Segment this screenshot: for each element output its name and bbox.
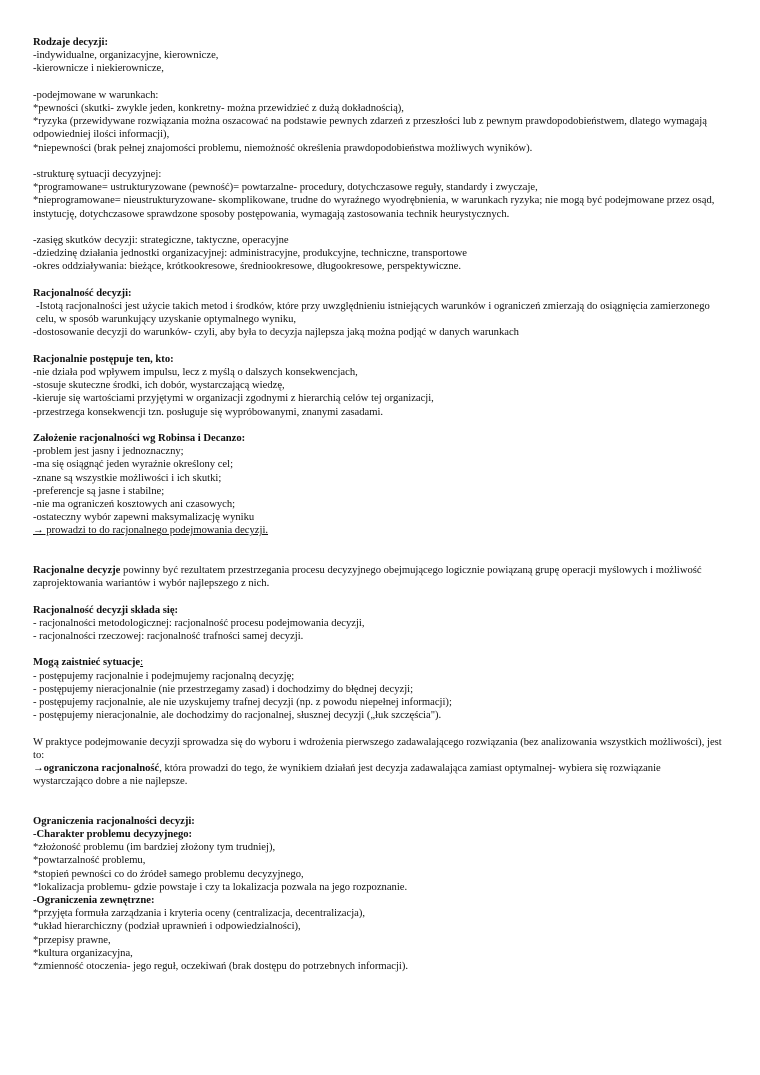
heading-racjonalnie-postepuje: Racjonalnie postępuje ten, kto: — [33, 353, 174, 365]
text-line: -zasięg skutków decyzji: strategiczne, taktyczne, operacyjne — [33, 235, 289, 246]
spacer — [33, 76, 723, 89]
heading-racjonalnosc-decyzji: Racjonalność decyzji: — [33, 287, 132, 299]
text-paragraph — [33, 762, 723, 788]
text-line: - postępujemy nieracjonalnie (nie przestrzegamy zasad) i dochodzimy do błędnej decyzji; — [33, 683, 414, 695]
text-line: -nie ma ograniczeń kosztowych ani czasowych; — [33, 499, 236, 511]
subheading-charakter-problemu: -Charakter problemu decyzyjnego: — [33, 829, 193, 841]
text-line: -indywidualne, organizacyjne, kierownicze, — [33, 50, 219, 62]
text-line: *przepisy prawne, — [33, 934, 111, 946]
text-line: -ma się osiągnąć jeden wyraźnie określony cel; — [33, 459, 234, 471]
text-line: -stosuje skuteczne środki, ich dobór, wystarczającą wiedzę, — [33, 380, 285, 392]
bold-term: ograniczona racjonalność — [43, 763, 160, 775]
text-line: - racjonalności metodologicznej: racjonalność procesu podejmowania decyzji, — [33, 617, 365, 629]
heading-rodzaje-decyzji: Rodzaje decyzji: — [33, 37, 109, 48]
text-line: *pewności (skutki- zwykle jeden, konkretny- można przewidzieć z dużą dokładnością), — [33, 103, 404, 114]
text-line: -problem jest jasny i jednoznaczny; — [33, 446, 184, 458]
document-page — [33, 36, 723, 973]
text-line: *kultura organizacyjna, — [33, 947, 133, 959]
text-line: *powtarzalność problemu, — [33, 855, 146, 867]
text-line: *programowane= ustrukturyzowane (pewność)= powtarzalne- procedury, dotychczasowe reguły, standardy i zwyczaje, — [33, 182, 538, 194]
text-paragraph: -Istotą racjonalności jest użycie takich metod i środków, które przy uwzględnieniu istniejących warunków i ograniczeń zmierzają do osiągnięcia zamierzonego celu, w sposób warunkujący uzyskanie optymalnego wyniku, — [36, 301, 710, 326]
text-line: -dziedzinę działania jednostki organizacyjnej: administracyjne, produkcyjne, techniczne, transportowe — [33, 248, 467, 260]
text-line: -znane są wszystkie możliwości i ich skutki; — [33, 472, 222, 484]
text-paragraph — [33, 564, 723, 590]
bold-term: Racjonalne decyzje — [33, 565, 121, 577]
text-line: -strukturę sytuacji decyzyjnej: — [33, 169, 162, 180]
text-line: -dostosowanie decyzji do warunków- czyli, aby była to decyzja najlepsza jaką można podjąć w danych warunkach — [33, 327, 519, 339]
spacer — [33, 419, 723, 432]
text-line: *niepewności (brak pełnej znajomości problemu, niemożność określenia prawdopodobieństwa możliwych wyników). — [33, 142, 533, 154]
text-line: -przestrzega konsekwencji tzn. posługuje się wypróbowanymi, znanymi zasadami. — [33, 406, 384, 418]
text-paragraph: *nieprogramowane= nieustrukturyzowane- skomplikowane, trudne do wyraźnego wyodrębnienia, w warunkach ryzyka; nie mogą być podejmowane przez osąd, instytucję, dotychczasowe sprawdzone sposoby postępowania, wymagają zastosowania technik heurystycznych. — [33, 195, 715, 220]
arrow-right-icon: → — [33, 763, 44, 775]
arrow-right-icon: → — [33, 525, 44, 537]
heading-ograniczenia-racjonalnosci: Ograniczenia racjonalności decyzji: — [33, 815, 195, 827]
text-line: -kierownicze i niekierownicze, — [33, 63, 164, 75]
text-line: -ostateczny wybór zapewni maksymalizację wyniku — [33, 512, 255, 524]
text-line: -nie działa pod wpływem impulsu, lecz z myślą o dalszych konsekwencjach, — [33, 367, 358, 378]
text-paragraph: W praktyce podejmowanie decyzji sprowadza się do wyboru i wdrożenia pierwszego zadawalającego rozwiązania (bez analizowania wszystkich możliwości), jest to: — [33, 736, 722, 761]
spacer — [33, 340, 723, 353]
text-line: - racjonalności rzeczowej: racjonalność trafności samej decyzji. — [33, 631, 304, 643]
heading-colon: : — [140, 657, 144, 669]
conclusion-line — [33, 524, 723, 537]
spacer — [33, 274, 723, 287]
text-line: - postępujemy nieracjonalnie, ale dochodzimy do racjonalnej, słusznej decyzji („łuk szczęścia"). — [33, 710, 442, 722]
spacer — [33, 643, 723, 656]
text-line: -kieruje się wartościami przyjętymi w organizacji zgodnymi z hierarchią celów tej organizacji, — [33, 393, 434, 405]
paragraph-text: powinny być rezultatem przestrzegania procesu decyzyjnego obejmującego logicznie powiązaną grupę operacji myślowych i możliwość zaprojektowania wariantów i wybór najlepszego z nich. — [33, 565, 702, 590]
spacer — [33, 538, 723, 564]
conclusion-text: prowadzi to do racjonalnego podejmowania decyzji. — [43, 525, 269, 537]
spacer — [33, 155, 723, 168]
text-line: -preferencje są jasne i stabilne; — [33, 485, 165, 497]
subheading-ograniczenia-zewnetrzne: -Ograniczenia zewnętrzne: — [33, 895, 155, 907]
text-line: - postępujemy racjonalnie, ale nie uzyskujemy trafnej decyzji (np. z powodu niepełnej informacji); — [33, 697, 452, 709]
spacer — [33, 788, 723, 814]
text-line: *stopień pewności co do źródeł samego problemu decyzyjnego, — [33, 868, 304, 880]
paragraph-text: , która prowadzi do tego, że wynikiem działań jest decyzja zadawalająca zamiast optymalnej- wybiera się rozwiązanie wystarczająco dobre a nie najlepsze. — [33, 763, 661, 788]
text-line: *złożoność problemu (im bardziej złożony tym trudniej), — [33, 842, 276, 854]
text-line: -okres oddziaływania: bieżące, krótkookresowe, średniookresowe, długookresowe, perspektywiczne. — [33, 261, 462, 273]
heading-zalozenie-racjonalnosci: Założenie racjonalności wg Robinsa i Decanzo: — [33, 433, 246, 444]
text-line: *układ hierarchiczny (podział uprawnień i odpowiedzialności), — [33, 921, 301, 933]
text-paragraph: *ryzyka (przewidywane rozwiązania można oszacować na podstawie pewnych zdarzeń z przeszłości lub z pewnym prawdopodobieństwem, dlatego wymagają odpowiedniej ilości informacji), — [33, 116, 707, 141]
heading-moga-zaistniec-sytuacje — [33, 656, 723, 669]
spacer — [33, 590, 723, 603]
heading-racjonalnosc-sklada-sie: Racjonalność decyzji składa się: — [33, 604, 179, 616]
text-line: -podejmowane w warunkach: — [33, 89, 159, 101]
text-line: *zmienność otoczenia- jego reguł, oczekiwań (brak dostępu do potrzebnych informacji). — [33, 961, 409, 973]
text-line: - postępujemy racjonalnie i podejmujemy racjonalną decyzję; — [33, 670, 295, 682]
text-line: *lokalizacja problemu- gdzie powstaje i czy ta lokalizacja pozwala na jego rozpoznanie. — [33, 881, 408, 893]
spacer — [33, 221, 723, 234]
text-line: *przyjęta formuła zarządzania i kryteria oceny (centralizacja, decentralizacja), — [33, 908, 366, 920]
heading-text: Mogą zaistnieć sytuacje — [33, 657, 141, 669]
spacer — [33, 722, 723, 735]
